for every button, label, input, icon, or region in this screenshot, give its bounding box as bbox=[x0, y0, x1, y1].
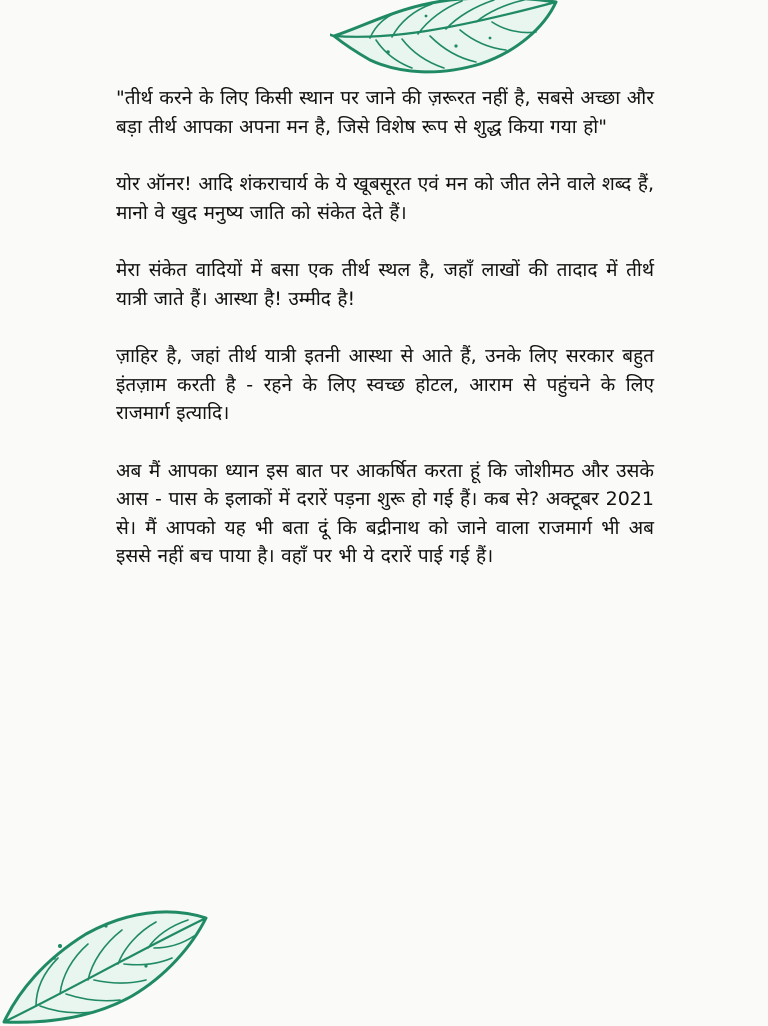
paragraph-quote: "तीर्थ करने के लिए किसी स्थान पर जाने की ज़रूरत नहीं है, सबसे अच्छा और बड़ा तीर्थ आपका अपना मन है, जिसे विशेष रूप से शुद्ध किया गया हो" bbox=[116, 87, 654, 138]
leaf-icon bbox=[330, 0, 562, 80]
paragraph-cracks: अब मैं आपका ध्यान इस बात पर आकर्षित करता हूं कि जोशीमठ और उसके आस - पास के इलाकों में दरारें पड़ना शुरू हो गई हैं। कब से? अक्टूबर 2021 से। मैं आपको यह भी बता दूं कि बद्रीनाथ को जाने वाला राजमार्ग भी अब इससे नहीं बच पाया है। वहाँ पर भी ये दरारें पाई गई हैं। bbox=[116, 459, 654, 567]
leaf-icon bbox=[0, 896, 211, 1026]
paragraph-arrangements: ज़ाहिर है, जहां तीर्थ यात्री इतनी आस्था से आते हैं, उनके लिए सरकार बहुत इंतज़ाम करती है - रहने के लिए स्वच्छ होटल, आराम से पहुंचने के लिए राजमार्ग इत्यादि। bbox=[116, 345, 654, 424]
paragraph-address: योर ऑनर! आदि शंकराचार्य के ये खूबसूरत एवं मन को जीत लेने वाले शब्द हैं, मानो वे खुद मनुष्य जाति को संकेत देते हैं। bbox=[116, 173, 654, 224]
document-body bbox=[116, 84, 654, 600]
paragraph-pilgrimage: मेरा संकेत वादियों में बसा एक तीर्थ स्थल है, जहाँ लाखों की तादाद में तीर्थ यात्री जाते हैं। आस्था है! उम्मीद है! bbox=[116, 259, 654, 310]
